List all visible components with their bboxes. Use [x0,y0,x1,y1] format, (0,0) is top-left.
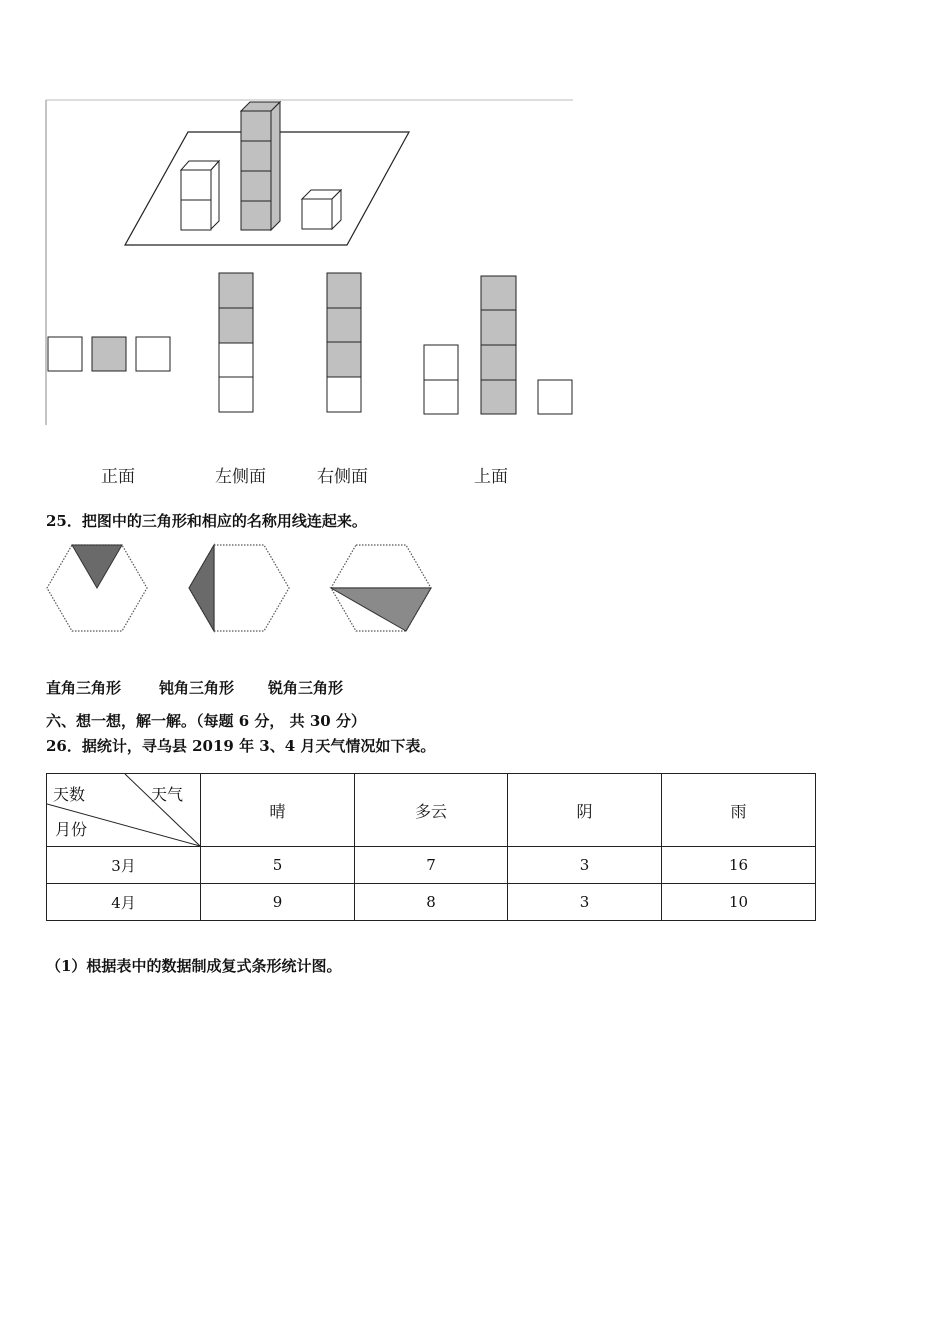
cell-value: 8 [355,884,508,921]
front-view [48,337,170,371]
triangle-right-shaded [189,545,214,631]
view-label-right: 右侧面 [317,467,368,487]
triangle-obtuse-shaded [331,588,431,631]
row-month: 3月 [47,847,201,884]
right-side-view [327,273,361,412]
cell-value: 9 [201,884,355,921]
cell-value: 16 [662,847,816,884]
cell-value: 10 [662,884,816,921]
column-header-cloudy: 多云 [355,774,508,847]
corner-days-label: 天数 [53,785,86,804]
name-right-triangle: 直角三角形 [46,679,122,697]
left-side-view [219,273,253,412]
table-row [47,847,816,884]
view-label-top: 上面 [474,467,508,487]
table-corner-cell [47,774,201,847]
column-header-sunny: 晴 [201,774,355,847]
cell-value: 3 [508,884,662,921]
table-row [47,884,816,921]
section-6-title: 六、想一想，解一解。（每题 6 分， 共 30 分） [46,712,366,730]
cube-stack-left [181,161,219,230]
name-acute-triangle: 锐角三角形 [268,679,344,697]
cube-stack-tall [241,102,280,230]
question-26-part-1: （1）根据表中的数据制成复式条形统计图。 [46,957,342,975]
column-header-rain: 雨 [662,774,816,847]
cube-single-right [302,190,341,229]
column-header-overcast: 阴 [508,774,662,847]
cell-value: 3 [508,847,662,884]
cube-figure [0,95,600,425]
weather-table [46,773,816,921]
view-label-front: 正面 [101,467,135,487]
row-month: 4月 [47,884,201,921]
top-view [424,276,572,414]
corner-weather-label: 天气 [151,785,184,804]
name-obtuse-triangle: 钝角三角形 [159,679,235,697]
corner-month-label: 月份 [55,820,88,839]
cell-value: 5 [201,847,355,884]
view-label-left: 左侧面 [215,467,266,487]
cell-value: 7 [355,847,508,884]
question-25: 25．把图中的三角形和相应的名称用线连起来。 [46,512,367,530]
triangle-acute-shaded [72,545,122,588]
hexagon-figures [40,538,450,638]
question-26: 26．据统计，寻乌县 2019 年 3、4 月天气情况如下表。 [46,737,436,755]
